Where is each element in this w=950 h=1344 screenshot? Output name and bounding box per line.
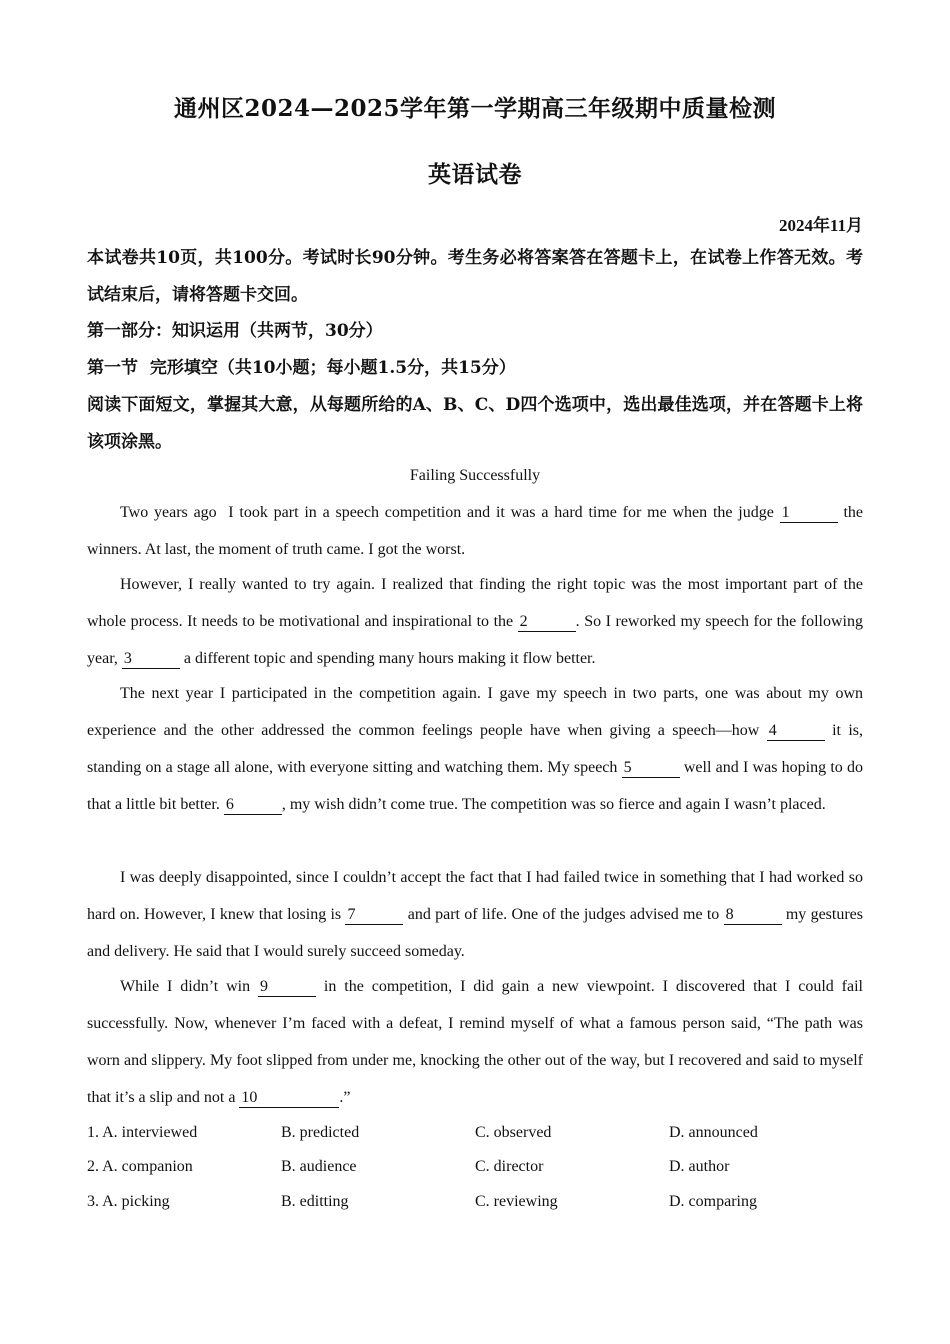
- option-1d: D. announced: [669, 1124, 758, 1141]
- blank-9: 9: [258, 978, 316, 997]
- blank-4: 4: [767, 722, 825, 741]
- option-row-3: [87, 1193, 867, 1217]
- option-1b: B. predicted: [281, 1124, 360, 1141]
- passage-paragraph-3: [87, 675, 863, 823]
- paragraph-text: , my wish didn’t come true. The competition was so fierce and again I wasn’t placed.: [281, 796, 826, 813]
- paragraph-text: Two years ago I took part in a speech competition and it was a hard time for me when the judge: [120, 504, 780, 521]
- passage-paragraph-4: [87, 859, 863, 970]
- paragraph-text: and part of life. One of the judges advised me to: [403, 906, 724, 923]
- exam-intro: 本试卷共10页，共100分。考试时长90分钟。考生务必将答案答在答题卡上，在试卷上作答无效。考试结束后，请将答题卡交回。: [87, 248, 863, 305]
- exam-subtitle: 英语试卷: [428, 161, 522, 188]
- paragraph-text: a different topic and spending many hours making it flow better.: [179, 650, 596, 667]
- paragraph-text: However, I really wanted to try again. I realized that finding the right topic was the most important part of the whole process. It needs to be motivational and inspirational to the: [87, 576, 863, 630]
- option-3a: 3. A. picking: [87, 1193, 170, 1210]
- option-2d: D. author: [669, 1158, 730, 1175]
- paragraph-text: I was deeply disappointed, since I couldn’t accept the fact that I had failed twice in something that I had worked so hard on. However, I knew that losing is: [87, 869, 863, 923]
- cloze-directions: 阅读下面短文，掌握其大意，从每题所给的A、B、C、D四个选项中，选出最佳选项，并在答题卡上将该项涂黑。: [87, 395, 863, 452]
- paragraph-text: .”: [339, 1089, 351, 1106]
- option-2b: B. audience: [281, 1158, 357, 1175]
- option-3c: C. reviewing: [475, 1193, 558, 1210]
- option-3b: B. editting: [281, 1193, 349, 1210]
- option-1c: C. observed: [475, 1124, 552, 1141]
- paragraph-text: While I didn’t win: [120, 978, 258, 995]
- blank-5: 5: [622, 759, 680, 778]
- passage-paragraph-1: [87, 494, 863, 568]
- blank-3: 3: [122, 650, 180, 669]
- paragraph-text: in the competition, I did gain a new viewpoint. I discovered that I could fail successfully. Now, whenever I’m faced with a defeat, I remind myself of what a famous person said, “The path was worn and slippery. My foot slipped from under me, knocking the other out of the way, but I recovered and said to myself that it’s a slip and not a: [87, 978, 863, 1106]
- blank-8: 8: [724, 906, 782, 925]
- option-3d: D. comparing: [669, 1193, 757, 1210]
- exam-date: 2024年11月: [778, 216, 863, 235]
- paragraph-text: The next year I participated in the competition again. I gave my speech in two parts, one was about my own experience and the other addressed the common feelings people have when giving a speech—how: [87, 685, 863, 739]
- option-row-2: [87, 1158, 867, 1182]
- exam-title: 通州区2024—2025学年第一学期高三年级期中质量检测: [173, 95, 777, 122]
- blank-7: 7: [345, 906, 403, 925]
- passage-paragraph-5: [87, 968, 863, 1116]
- blank-10: 10: [239, 1089, 339, 1108]
- paragraph-text: well and I was hoping to do that a little bit better.: [87, 759, 864, 813]
- paragraph-text: the winners. At last, the moment of truth came. I got the worst.: [87, 504, 864, 558]
- blank-1: 1: [780, 504, 838, 523]
- paragraph-text: it is, standing on a stage all alone, with everyone sitting and watching them. My speech: [87, 722, 864, 776]
- option-1a: 1. A. interviewed: [87, 1124, 198, 1141]
- blank-6: 6: [224, 796, 282, 815]
- part-one-heading: 第一部分：知识运用（共两节，30分）: [87, 321, 383, 341]
- paragraph-text: my gestures and delivery. He said that I would surely succeed someday.: [87, 906, 864, 960]
- section-one-heading: 第一节 完形填空（共10小题；每小题1.5分，共15分）: [87, 358, 516, 378]
- option-2c: C. director: [475, 1158, 544, 1175]
- passage-paragraph-2: [87, 566, 863, 677]
- blank-2: 2: [518, 613, 576, 632]
- paragraph-text: . So I reworked my speech for the following year,: [87, 613, 863, 667]
- option-row-1: [87, 1124, 867, 1148]
- option-2a: 2. A. companion: [87, 1158, 193, 1175]
- passage-title: Failing Successfully: [409, 467, 541, 484]
